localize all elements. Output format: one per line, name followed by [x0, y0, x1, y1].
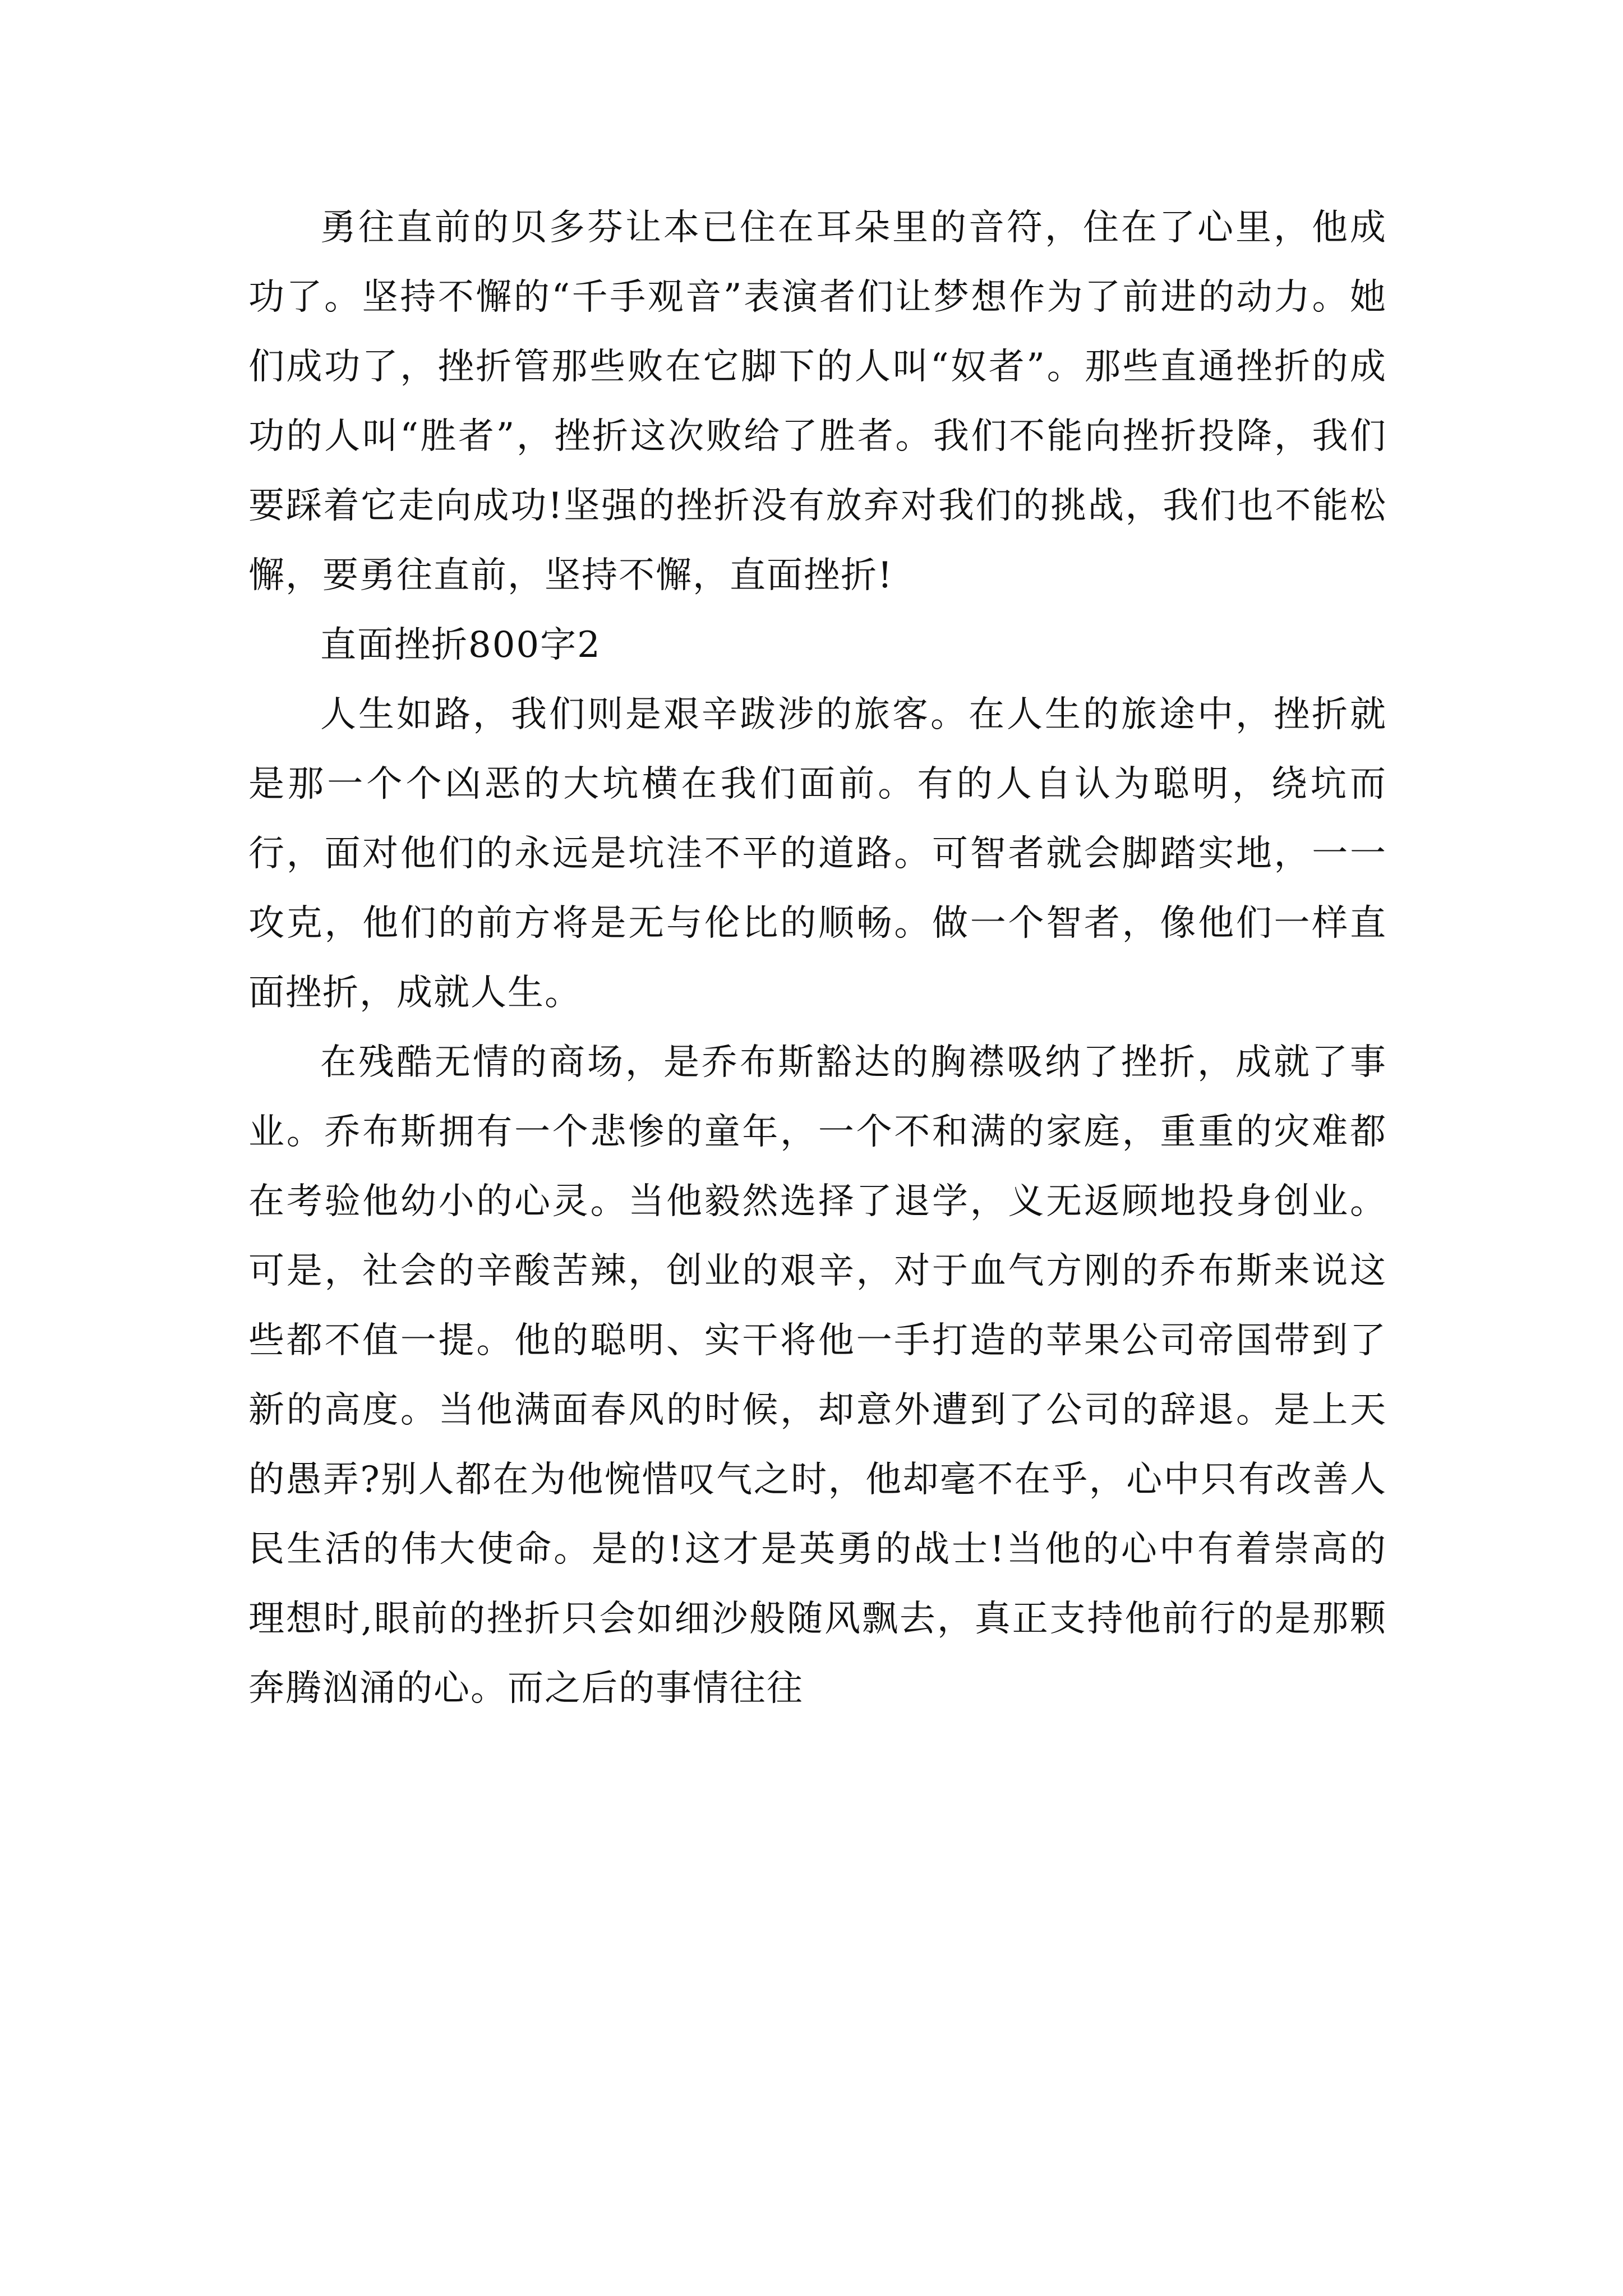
section-heading: 直面挫折800字2	[320, 624, 601, 666]
paragraph-beethoven: 勇往直前的贝多芬让本已住在耳朵里的音符，住在了心里，他成功了。坚持不懈的“千手观音”表演者们让梦想作为了前进的动力。她们成功了，挫折管那些败在它脚下的人叫“奴者”。那些直通挫折的成功的人叫“胜者”，挫折这次败给了胜者。我们不能向挫折投降，我们要踩着它走向成功!坚强的挫折没有放弃对我们的挑战，我们也不能松懈，要勇往直前，坚持不懈，直面挫折!	[248, 207, 1387, 596]
paragraph-jobs: 在残酷无情的商场，是乔布斯豁达的胸襟吸纳了挫折，成就了事业。乔布斯拥有一个悲惨的童年，一个不和满的家庭，重重的灾难都在考验他幼小的心灵。当他毅然选择了退学，义无返顾地投身创业。可是，社会的辛酸苦辣，创业的艰辛，对于血气方刚的乔布斯来说这些都不值一提。他的聪明、实干将他一手打造的苹果公司帝国带到了新的高度。当他满面春风的时候，却意外遭到了公司的辞退。是上天的愚弄?别人都在为他惋惜叹气之时，他却毫不在乎，心中只有改善人民生活的伟大使命。是的!这才是英勇的战士!当他的心中有着崇高的理想时,眼前的挫折只会如细沙般随风飘去，真正支持他前行的是那颗奔腾汹涌的心。而之后的事情往往	[248, 1042, 1387, 1709]
paragraph-life-road: 人生如路，我们则是艰辛跋涉的旅客。在人生的旅途中，挫折就是那一个个凶恶的大坑横在我们面前。有的人自认为聪明，绕坑而行，面对他们的永远是坑洼不平的道路。可智者就会脚踏实地，一一攻克，他们的前方将是无与伦比的顺畅。做一个智者，像他们一样直面挫折，成就人生。	[248, 694, 1387, 1014]
document-body	[248, 193, 1387, 1723]
